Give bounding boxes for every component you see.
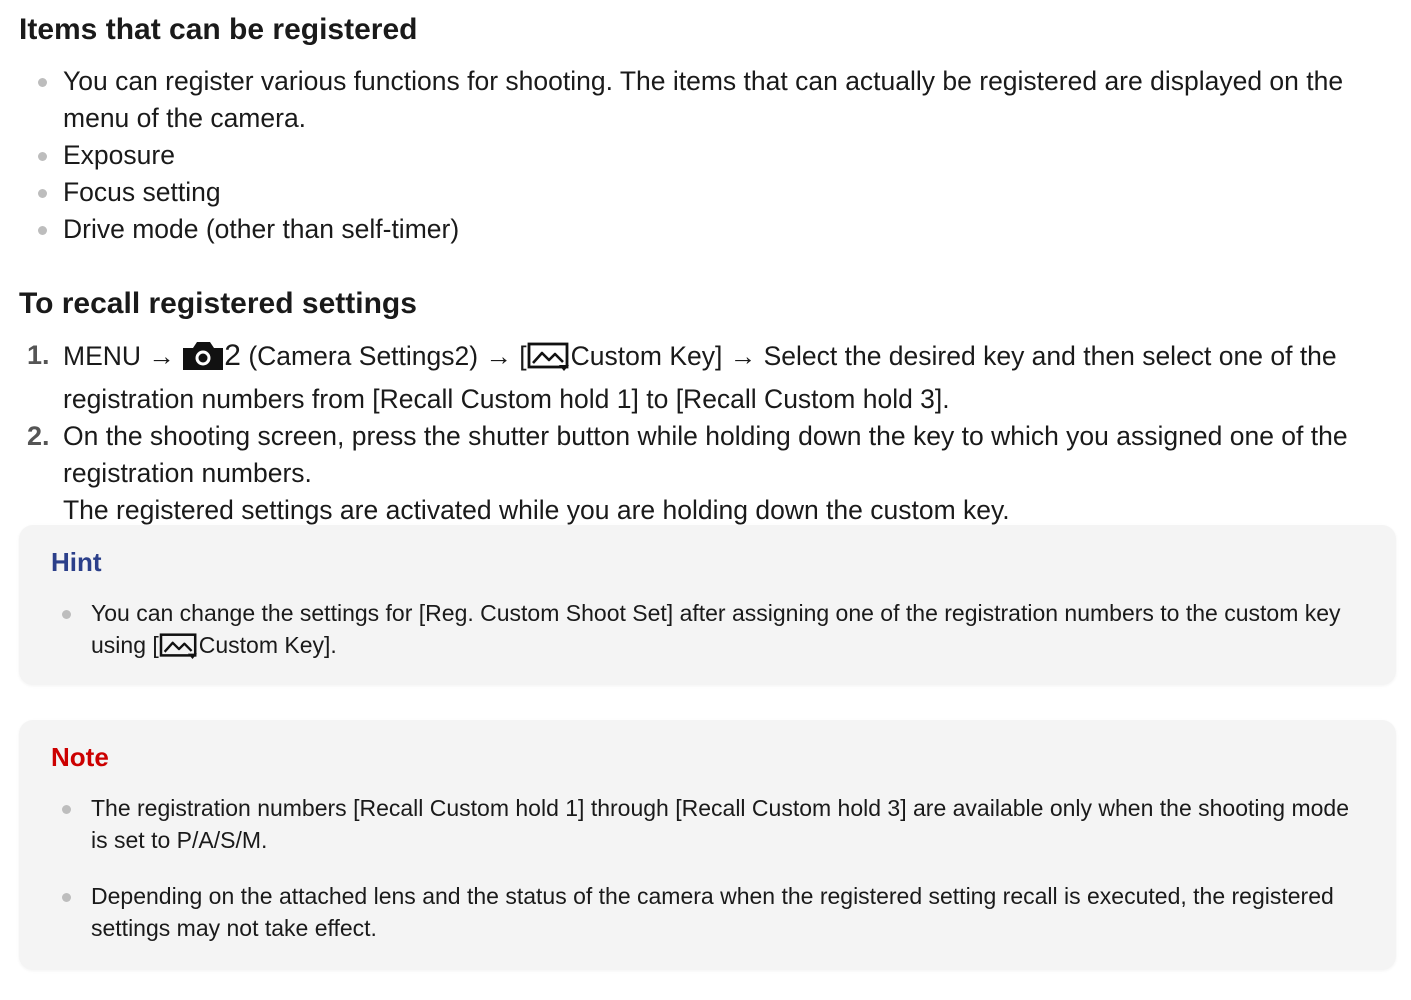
items-heading: Items that can be registered (19, 13, 418, 46)
list-item (59, 880, 1356, 944)
camera-tab-number: 2 (224, 339, 241, 372)
bullet-dot-icon (38, 226, 47, 235)
list-item-text: Drive mode (other than self-timer) (63, 214, 460, 244)
step-item (24, 418, 1391, 529)
camera-icon (182, 341, 224, 381)
custom-key-icon (159, 632, 199, 667)
note-text: Depending on the attached lens and the status of the camera when the registered setting recall is executed, the registered settings may not take effect. (91, 883, 1334, 941)
list-item (35, 63, 1381, 137)
bullet-dot-icon (62, 610, 71, 619)
bullet-dot-icon (62, 893, 71, 902)
bullet-dot-icon (38, 189, 47, 198)
list-item-text: Exposure (63, 140, 175, 170)
recall-steps (24, 337, 1391, 529)
hint-box (19, 525, 1396, 685)
hint-list (59, 597, 1356, 667)
hint-text: You can change the settings for [Reg. Custom Shoot Set] after assigning one of the registration numbers to the custom key using [ (91, 600, 1341, 658)
step-number: 1. (27, 340, 50, 370)
bullet-dot-icon (38, 78, 47, 87)
recall-heading: To recall registered settings (19, 287, 417, 320)
bullet-dot-icon (38, 152, 47, 161)
list-item-text: You can register various functions for shooting. The items that can actually be registered are displayed on the menu of the camera. (63, 66, 1344, 133)
note-title: Note (51, 742, 109, 772)
list-item-text: Focus setting (63, 177, 221, 207)
menu-label: MENU → (63, 341, 175, 371)
list-item (59, 792, 1356, 856)
step-item (24, 337, 1391, 418)
bullet-dot-icon (62, 805, 71, 814)
step-text: (Camera Settings2) → [ (248, 341, 527, 371)
list-item (35, 137, 1381, 174)
step-text: Custom Key] → Select the desired key and then select one of the registration numbers from [Recall Custom hold 1] to [Recall Custom hold 3]. (63, 341, 1337, 414)
hint-title: Hint (51, 547, 102, 577)
step-subtext: The registered settings are activated while you are holding down the custom key. (63, 495, 1010, 525)
items-list (35, 63, 1381, 248)
custom-key-icon (527, 341, 571, 381)
note-box (19, 720, 1396, 970)
list-item (35, 211, 1381, 248)
hint-text: Custom Key]. (198, 632, 337, 658)
note-text: The registration numbers [Recall Custom hold 1] through [Recall Custom hold 3] are available only when the shooting mode is set to P/A/S/M. (91, 795, 1350, 853)
step-text: On the shooting screen, press the shutter button while holding down the key to which you assigned one of the registration numbers. (63, 421, 1348, 488)
list-item (35, 174, 1381, 211)
step-number: 2. (27, 421, 50, 451)
note-list (59, 792, 1356, 944)
list-item (59, 597, 1356, 667)
